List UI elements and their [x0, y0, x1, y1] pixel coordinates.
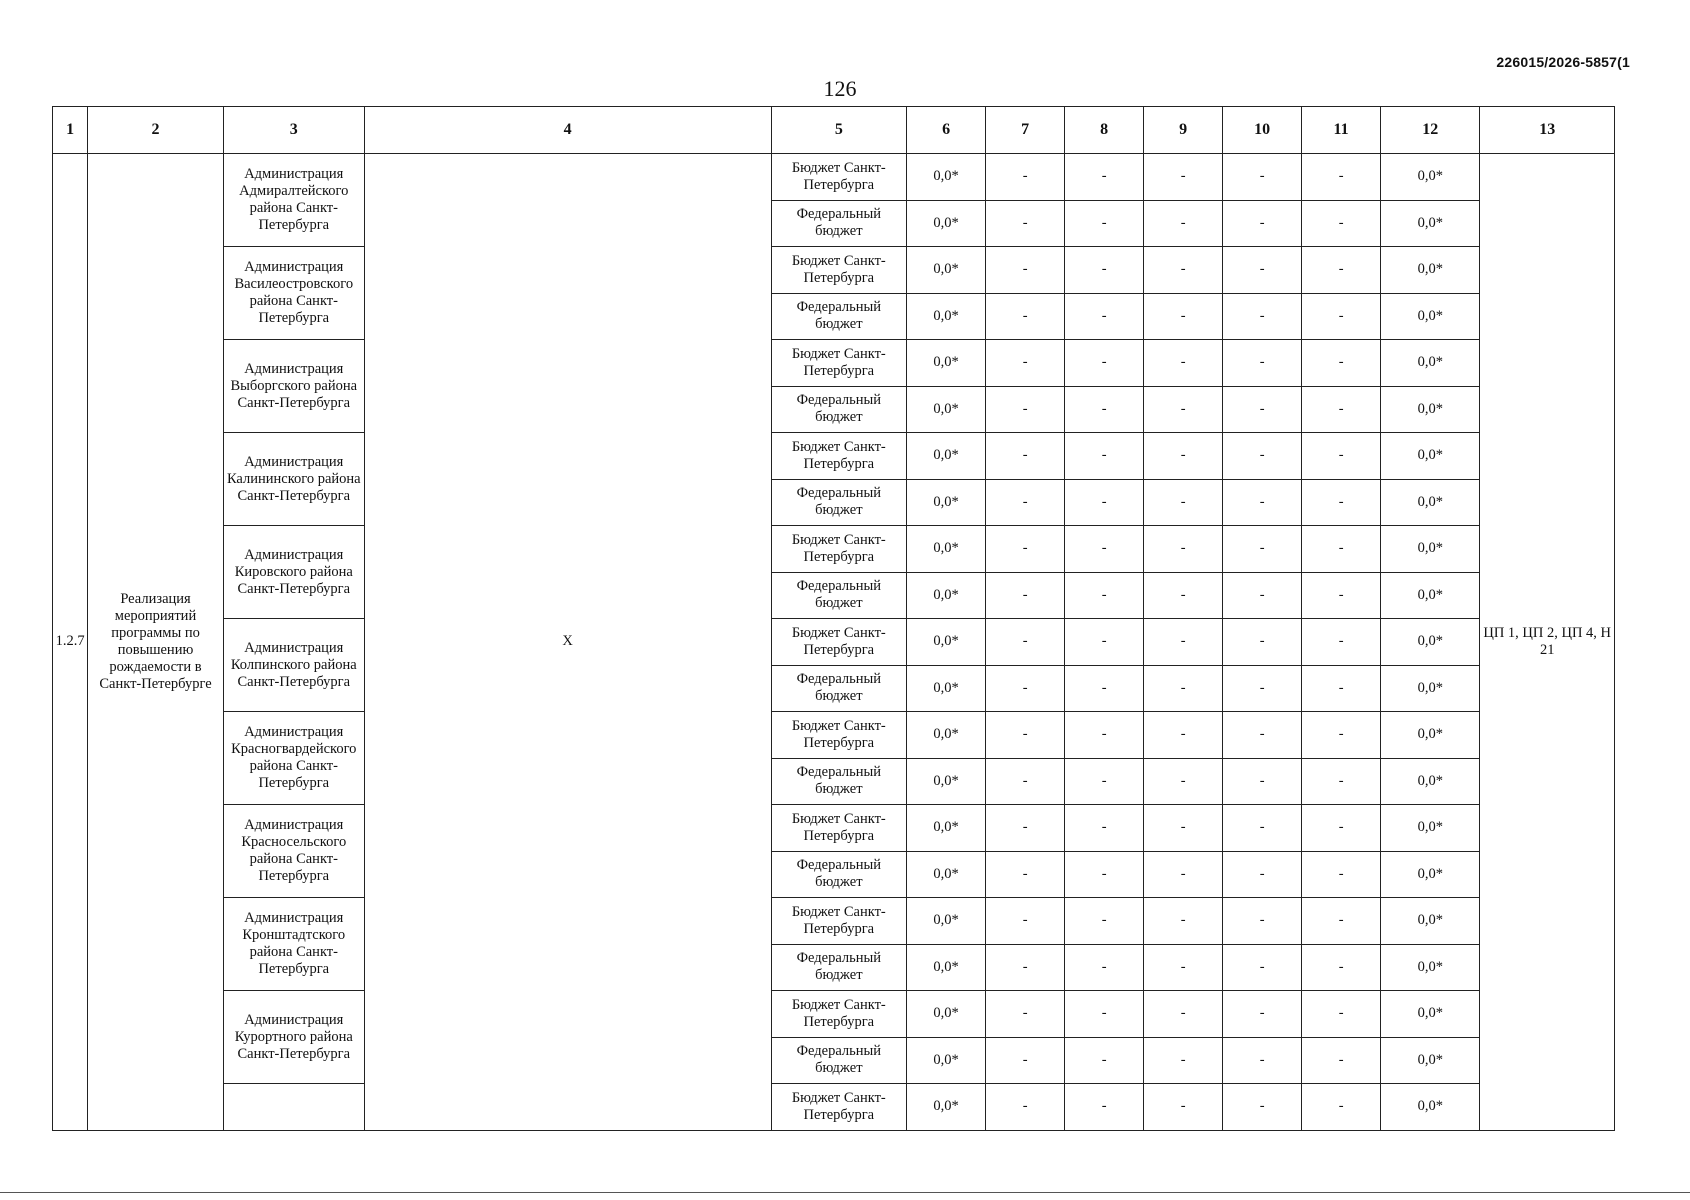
value-col11: -	[1302, 712, 1381, 759]
administration-name: Администрация Кронштадтского района Санкт-Петербурга	[223, 898, 364, 991]
value-col11: -	[1302, 247, 1381, 294]
value-col6: 0,0*	[907, 805, 986, 852]
value-col11: -	[1302, 758, 1381, 805]
value-col11: -	[1302, 1084, 1381, 1131]
column-header-1: 1	[53, 107, 88, 154]
value-col9: -	[1144, 433, 1223, 480]
administration-name: Администрация Колпинского района Санкт-Петербурга	[223, 619, 364, 712]
funding-source: Бюджет Санкт-Петербурга	[771, 1084, 907, 1131]
value-col6: 0,0*	[907, 1084, 986, 1131]
item-title: Реализация мероприятий программы по повышению рождаемости в Санкт-Петербурге	[88, 154, 224, 1131]
value-col12: 0,0*	[1381, 1084, 1480, 1131]
value-col9: -	[1144, 572, 1223, 619]
value-col8: -	[1065, 944, 1144, 991]
value-col12: 0,0*	[1381, 1037, 1480, 1084]
funding-source: Федеральный бюджет	[771, 386, 907, 433]
column-header-8: 8	[1065, 107, 1144, 154]
administration-name: Администрация Кировского района Санкт-Петербурга	[223, 526, 364, 619]
administration-name: Администрация Выборгского района Санкт-Петербурга	[223, 340, 364, 433]
column-header-7: 7	[986, 107, 1065, 154]
value-col12: 0,0*	[1381, 758, 1480, 805]
table-row	[53, 526, 1615, 573]
value-col10: -	[1223, 154, 1302, 201]
value-col8: -	[1065, 479, 1144, 526]
value-col11: -	[1302, 154, 1381, 201]
value-col6: 0,0*	[907, 944, 986, 991]
value-col12: 0,0*	[1381, 898, 1480, 945]
value-col10: -	[1223, 1037, 1302, 1084]
value-col6: 0,0*	[907, 619, 986, 666]
value-col10: -	[1223, 340, 1302, 387]
value-col7: -	[986, 340, 1065, 387]
value-col7: -	[986, 619, 1065, 666]
funding-source: Бюджет Санкт-Петербурга	[771, 247, 907, 294]
funding-source: Бюджет Санкт-Петербурга	[771, 154, 907, 201]
value-col9: -	[1144, 898, 1223, 945]
value-col12: 0,0*	[1381, 712, 1480, 759]
funding-source: Бюджет Санкт-Петербурга	[771, 712, 907, 759]
value-col8: -	[1065, 805, 1144, 852]
value-col12: 0,0*	[1381, 526, 1480, 573]
value-col8: -	[1065, 526, 1144, 573]
table-row	[53, 712, 1615, 759]
table-row	[53, 433, 1615, 480]
header-row	[53, 107, 1615, 154]
value-col12: 0,0*	[1381, 619, 1480, 666]
value-col11: -	[1302, 200, 1381, 247]
funding-source: Федеральный бюджет	[771, 479, 907, 526]
value-col7: -	[986, 805, 1065, 852]
value-col11: -	[1302, 898, 1381, 945]
value-col12: 0,0*	[1381, 665, 1480, 712]
value-col7: -	[986, 898, 1065, 945]
funding-source: Бюджет Санкт-Петербурга	[771, 619, 907, 666]
value-col7: -	[986, 665, 1065, 712]
value-col7: -	[986, 200, 1065, 247]
value-col10: -	[1223, 944, 1302, 991]
column4-value: Х	[364, 154, 771, 1131]
value-col9: -	[1144, 805, 1223, 852]
value-col8: -	[1065, 758, 1144, 805]
administration-name: Администрация Василеостровского района Санкт-Петербурга	[223, 247, 364, 340]
value-col10: -	[1223, 479, 1302, 526]
value-col11: -	[1302, 1037, 1381, 1084]
column-header-3: 3	[223, 107, 364, 154]
administration-name: Администрация Красносельского района Санкт-Петербурга	[223, 805, 364, 898]
funding-source: Федеральный бюджет	[771, 851, 907, 898]
value-col7: -	[986, 712, 1065, 759]
funding-source: Федеральный бюджет	[771, 293, 907, 340]
value-col10: -	[1223, 712, 1302, 759]
value-col8: -	[1065, 1037, 1144, 1084]
value-col9: -	[1144, 712, 1223, 759]
funding-source: Федеральный бюджет	[771, 944, 907, 991]
value-col10: -	[1223, 991, 1302, 1038]
value-col6: 0,0*	[907, 247, 986, 294]
column-header-10: 10	[1223, 107, 1302, 154]
value-col11: -	[1302, 526, 1381, 573]
value-col8: -	[1065, 433, 1144, 480]
value-col6: 0,0*	[907, 851, 986, 898]
value-col7: -	[986, 1084, 1065, 1131]
value-col12: 0,0*	[1381, 293, 1480, 340]
value-col6: 0,0*	[907, 572, 986, 619]
value-col9: -	[1144, 200, 1223, 247]
funding-source: Бюджет Санкт-Петербурга	[771, 340, 907, 387]
value-col10: -	[1223, 526, 1302, 573]
value-col6: 0,0*	[907, 200, 986, 247]
value-col9: -	[1144, 851, 1223, 898]
item-number: 1.2.7	[53, 154, 88, 1131]
funding-source: Бюджет Санкт-Петербурга	[771, 898, 907, 945]
value-col9: -	[1144, 247, 1223, 294]
value-col7: -	[986, 944, 1065, 991]
value-col6: 0,0*	[907, 1037, 986, 1084]
value-col7: -	[986, 1037, 1065, 1084]
value-col10: -	[1223, 805, 1302, 852]
value-col11: -	[1302, 944, 1381, 991]
value-col6: 0,0*	[907, 758, 986, 805]
value-col12: 0,0*	[1381, 386, 1480, 433]
column-header-5: 5	[771, 107, 907, 154]
value-col9: -	[1144, 1084, 1223, 1131]
value-col9: -	[1144, 293, 1223, 340]
value-col9: -	[1144, 944, 1223, 991]
value-col8: -	[1065, 898, 1144, 945]
value-col8: -	[1065, 340, 1144, 387]
value-col11: -	[1302, 479, 1381, 526]
value-col9: -	[1144, 479, 1223, 526]
value-col12: 0,0*	[1381, 340, 1480, 387]
value-col10: -	[1223, 665, 1302, 712]
column-header-4: 4	[364, 107, 771, 154]
value-col6: 0,0*	[907, 479, 986, 526]
table-row	[53, 805, 1615, 852]
funding-source: Федеральный бюджет	[771, 665, 907, 712]
value-col8: -	[1065, 851, 1144, 898]
column-header-2: 2	[88, 107, 224, 154]
value-col8: -	[1065, 386, 1144, 433]
table-row	[53, 898, 1615, 945]
value-col8: -	[1065, 154, 1144, 201]
column-header-6: 6	[907, 107, 986, 154]
value-col10: -	[1223, 1084, 1302, 1131]
value-col10: -	[1223, 758, 1302, 805]
value-col10: -	[1223, 898, 1302, 945]
value-col8: -	[1065, 665, 1144, 712]
value-col9: -	[1144, 340, 1223, 387]
column-header-9: 9	[1144, 107, 1223, 154]
value-col8: -	[1065, 293, 1144, 340]
administration-name: Администрация Красногвардейского района Санкт-Петербурга	[223, 712, 364, 805]
value-col7: -	[986, 572, 1065, 619]
value-col11: -	[1302, 340, 1381, 387]
value-col6: 0,0*	[907, 898, 986, 945]
administration-name: Администрация Курортного района Санкт-Петербурга	[223, 991, 364, 1084]
value-col10: -	[1223, 200, 1302, 247]
value-col12: 0,0*	[1381, 200, 1480, 247]
value-col9: -	[1144, 526, 1223, 573]
value-col12: 0,0*	[1381, 851, 1480, 898]
value-col11: -	[1302, 386, 1381, 433]
value-col12: 0,0*	[1381, 944, 1480, 991]
value-col11: -	[1302, 572, 1381, 619]
value-col7: -	[986, 479, 1065, 526]
value-col10: -	[1223, 247, 1302, 294]
value-col7: -	[986, 758, 1065, 805]
funding-source: Федеральный бюджет	[771, 758, 907, 805]
value-col9: -	[1144, 1037, 1223, 1084]
funding-source: Бюджет Санкт-Петербурга	[771, 805, 907, 852]
page-number: 126	[823, 76, 857, 101]
value-col10: -	[1223, 851, 1302, 898]
value-col9: -	[1144, 386, 1223, 433]
table-row	[53, 1084, 1615, 1131]
value-col11: -	[1302, 619, 1381, 666]
value-col9: -	[1144, 991, 1223, 1038]
table-row	[53, 619, 1615, 666]
value-col6: 0,0*	[907, 293, 986, 340]
value-col9: -	[1144, 665, 1223, 712]
value-col7: -	[986, 991, 1065, 1038]
goal-indicators: ЦП 1, ЦП 2, ЦП 4, Н 21	[1480, 154, 1615, 1131]
value-col12: 0,0*	[1381, 991, 1480, 1038]
funding-source: Бюджет Санкт-Петербурга	[771, 526, 907, 573]
value-col9: -	[1144, 619, 1223, 666]
administration-name: Администрация Калининского района Санкт-Петербурга	[223, 433, 364, 526]
column-header-11: 11	[1302, 107, 1381, 154]
table-row	[53, 154, 1615, 201]
value-col8: -	[1065, 1084, 1144, 1131]
value-col7: -	[986, 386, 1065, 433]
value-col6: 0,0*	[907, 340, 986, 387]
value-col11: -	[1302, 433, 1381, 480]
value-col10: -	[1223, 572, 1302, 619]
value-col10: -	[1223, 619, 1302, 666]
value-col11: -	[1302, 805, 1381, 852]
value-col6: 0,0*	[907, 433, 986, 480]
value-col8: -	[1065, 712, 1144, 759]
value-col12: 0,0*	[1381, 572, 1480, 619]
value-col10: -	[1223, 293, 1302, 340]
value-col8: -	[1065, 247, 1144, 294]
value-col9: -	[1144, 758, 1223, 805]
value-col6: 0,0*	[907, 526, 986, 573]
funding-source: Бюджет Санкт-Петербурга	[771, 433, 907, 480]
scan-artifact-line	[0, 1192, 1690, 1193]
administration-name: Администрация Адмиралтейского района Санкт-Петербурга	[223, 154, 364, 247]
value-col7: -	[986, 526, 1065, 573]
administration-name	[223, 1084, 364, 1131]
column-header-12: 12	[1381, 107, 1480, 154]
document-id: 226015/2026-5857(1	[1496, 54, 1630, 70]
value-col7: -	[986, 851, 1065, 898]
table-row	[53, 991, 1615, 1038]
column-header-13: 13	[1480, 107, 1615, 154]
funding-source: Федеральный бюджет	[771, 200, 907, 247]
value-col11: -	[1302, 991, 1381, 1038]
value-col7: -	[986, 247, 1065, 294]
budget-table	[52, 106, 1615, 1131]
value-col10: -	[1223, 386, 1302, 433]
funding-source: Федеральный бюджет	[771, 572, 907, 619]
value-col7: -	[986, 154, 1065, 201]
value-col12: 0,0*	[1381, 433, 1480, 480]
value-col6: 0,0*	[907, 386, 986, 433]
value-col6: 0,0*	[907, 712, 986, 759]
value-col6: 0,0*	[907, 154, 986, 201]
value-col6: 0,0*	[907, 665, 986, 712]
value-col8: -	[1065, 200, 1144, 247]
value-col7: -	[986, 433, 1065, 480]
value-col12: 0,0*	[1381, 479, 1480, 526]
value-col12: 0,0*	[1381, 154, 1480, 201]
funding-source: Федеральный бюджет	[771, 1037, 907, 1084]
value-col7: -	[986, 293, 1065, 340]
value-col8: -	[1065, 991, 1144, 1038]
value-col11: -	[1302, 665, 1381, 712]
value-col11: -	[1302, 293, 1381, 340]
table-row	[53, 247, 1615, 294]
table-body	[53, 154, 1615, 1131]
table-row	[53, 340, 1615, 387]
value-col6: 0,0*	[907, 991, 986, 1038]
value-col9: -	[1144, 154, 1223, 201]
value-col12: 0,0*	[1381, 247, 1480, 294]
value-col8: -	[1065, 572, 1144, 619]
value-col10: -	[1223, 433, 1302, 480]
value-col11: -	[1302, 851, 1381, 898]
funding-source: Бюджет Санкт-Петербурга	[771, 991, 907, 1038]
value-col8: -	[1065, 619, 1144, 666]
value-col12: 0,0*	[1381, 805, 1480, 852]
